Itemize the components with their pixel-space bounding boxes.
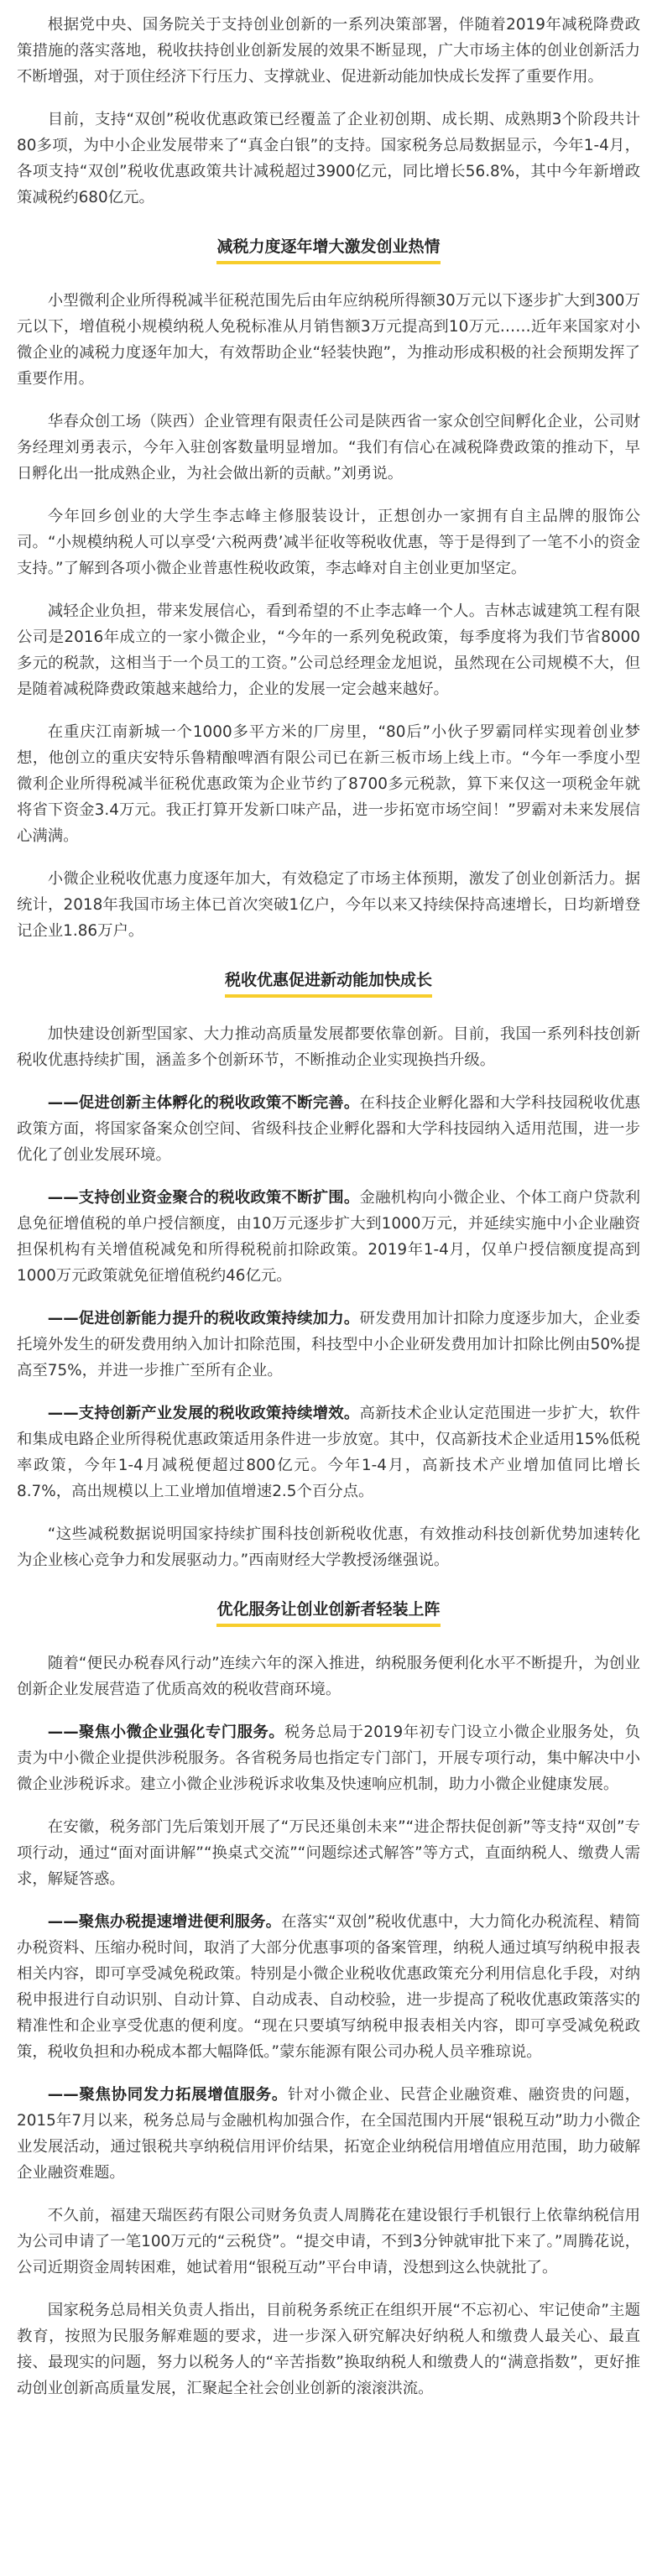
paragraph-text: 减轻企业负担，带来发展信心，看到希望的不止李志峰一个人。吉林志诚建筑工程有限公司是2016年成立的一家小微企业，“今年的一系列免税政策，每季度将为我们节省8000多元的税款，这相当于一个员工的工资。”公司总经理金龙旭说，虽然现在公司规模不大，但是随着减税降费政策越来越给力，企业的发展一定会越来越好。	[17, 602, 640, 698]
intro-paragraph: 目前，支持“双创”税收优惠政策已经覆盖了企业初创期、成长期、成熟期3个阶段共计80多项，为中小企业发展带来了“真金白银”的支持。国家税务总局数据显示，今年1-4月，各项支持“双创”税收优惠政策共计减税超过3900亿元，同比增长56.8%，其中今年新增政策减税约680亿元。	[17, 111, 640, 206]
section-paragraph	[17, 2297, 640, 2401]
section-paragraph	[17, 409, 640, 487]
paragraph-text: “这些减税数据说明国家持续扩围科技创新税收优惠，有效推动科技创新优势加速转化为企业核心竞争力和发展驱动力。”西南财经大学教授汤继强说。	[17, 1525, 640, 1569]
section-paragraph	[17, 1909, 640, 2065]
paragraph-lead: ——支持创新产业发展的税收政策持续增效。	[47, 1405, 360, 1422]
paragraph-text: 研发费用加计扣除力度逐步加大，企业委托境外发生的研发费用纳入加计扣除范围，科技型中小企业研发费用加计扣除比例由50%提高至75%，并进一步推广至所有企业。	[17, 1310, 640, 1379]
section-heading-text: 税收优惠促进新动能加快成长	[225, 971, 432, 998]
paragraph-lead: ——聚焦小微企业强化专门服务。	[47, 1723, 285, 1741]
section-paragraph	[17, 1719, 640, 1797]
section-heading-text: 优化服务让创业创新者轻装上阵	[216, 1600, 440, 1627]
section-paragraph	[17, 1814, 640, 1892]
article-section	[17, 234, 640, 944]
paragraph-lead: ——促进创新主体孵化的税收政策不断完善。	[47, 1094, 360, 1112]
section-paragraph	[17, 2203, 640, 2281]
paragraph-text: 在落实“双创”税收优惠中，大力简化办税流程、精简办税资料、压缩办税时间，取消了大部分优惠事项的备案管理，纳税人通过填写纳税申报表相关内容，即可享受减免税政策。特别是小微企业税收优惠政策充分利用信息化手段，对纳税申报进行自动识别、自动计算、自动成表、自动校验，进一步提高了税收优惠政策落实的精准性和企业享受优惠的便利度。“现在只要填写纳税申报表相关内容，即可享受减免税政策，税收负担和办税成本都大幅降低。”蒙东能源有限公司办税人员辛雅琼说。	[17, 1913, 640, 2061]
section-heading	[17, 1597, 640, 1627]
article-section	[17, 967, 640, 1573]
paragraph-text: 金融机构向小微企业、个体工商户贷款利息免征增值税的单户授信额度，由10万元逐步扩大到1000万元，并延续实施中小企业融资担保机构有关增值税减免和所得税税前扣除政策。2019年1-4月，仅单户授信额度提高到1000万元政策就免征增值税约46亿元。	[17, 1189, 640, 1285]
paragraph-text: 小型微利企业所得税减半征税范围先后由年应纳税所得额30万元以下逐步扩大到300万元以下，增值税小规模纳税人免税标准从月销售额3万元提高到10万元……近年来国家对小微企业的减税力度逐年加大，有效帮助企业“轻装快跑”，为推动形成积极的社会预期发挥了重要作用。	[17, 292, 640, 388]
section-heading	[17, 967, 640, 998]
section-paragraph	[17, 1090, 640, 1168]
paragraph-text: 不久前，福建天瑞医药有限公司财务负责人周腾花在建设银行手机银行上依靠纳税信用为公司申请了一笔100万元的“云税贷”。“提交申请，不到3分钟就审批下来了。”周腾花说，公司近期资金周转困难，她试着用“银税互动”平台申请，没想到这么快就批了。	[17, 2207, 640, 2276]
paragraph-text: 在安徽，税务部门先后策划开展了“万民还巢创未来”“进企帮扶促创新”等支持“双创”专项行动，通过“面对面讲解”“换桌式交流”“问题综述式解答”等方式，直面纳税人、缴费人需求，解疑答惑。	[17, 1818, 640, 1888]
paragraph-text: 随着“便民办税春风行动”连续六年的深入推进，纳税服务便利化水平不断提升，为创业创新企业发展营造了优质高效的税收营商环境。	[17, 1655, 640, 1698]
paragraph-lead: ——聚焦协同发力拓展增值服务。	[47, 2086, 288, 2104]
paragraph-text: 针对小微企业、民营企业融资难、融资贵的问题，2015年7月以来，税务总局与金融机构加强合作，在全国范围内开展“银税互动”助力小微企业发展活动，通过银税共享纳税信用评价结果，拓宽企业纳税信用增值应用范围，助力破解企业融资难题。	[17, 2086, 640, 2182]
paragraph-text: 华春众创工场（陕西）企业管理有限责任公司是陕西省一家众创空间孵化企业，公司财务经理刘勇表示，今年入驻创客数量明显增加。“我们有信心在减税降费政策的推动下，早日孵化出一批成熟企业，为社会做出新的贡献。”刘勇说。	[17, 413, 640, 482]
section-paragraph	[17, 2082, 640, 2186]
section-heading	[17, 234, 640, 264]
section-paragraph	[17, 1306, 640, 1384]
paragraph-text: 今年回乡创业的大学生李志峰主修服装设计，正想创办一家拥有自主品牌的服饰公司。“小规模纳税人可以享受‘六税两费’减半征收等税收优惠，等于是得到了一笔不小的资金支持。”了解到各项小微企业普惠性税收政策，李志峰对自主创业更加坚定。	[17, 508, 640, 577]
section-heading-text: 减税力度逐年增大激发创业热情	[216, 237, 440, 264]
paragraph-lead: ——促进创新能力提升的税收政策持续加力。	[47, 1310, 360, 1327]
section-paragraph	[17, 1185, 640, 1289]
section-paragraph	[17, 866, 640, 944]
section-paragraph	[17, 1521, 640, 1573]
paragraph-text: 在科技企业孵化器和大学科技园税收优惠政策方面，将国家备案众创空间、省级科技企业孵化器和大学科技园纳入适用范围，进一步优化了创业发展环境。	[17, 1094, 640, 1164]
section-paragraph	[17, 1650, 640, 1703]
paragraph-text: 小微企业税收优惠力度逐年加大，有效稳定了市场主体预期，激发了创业创新活力。据统计，2018年我国市场主体已首次突破1亿户，今年以来又持续保持高速增长，日均新增登记企业1.86万户。	[17, 870, 640, 940]
paragraph-lead: ——支持创业资金聚合的税收政策不断扩围。	[47, 1189, 360, 1207]
article-sections	[17, 234, 640, 2401]
section-paragraph	[17, 1021, 640, 1073]
paragraph-text: 加快建设创新型国家、大力推动高质量发展都要依靠创新。目前，我国一系列科技创新税收优惠持续扩围，涵盖多个创新环节，不断推动企业实现换挡升级。	[17, 1025, 640, 1069]
paragraph-text: 国家税务总局相关负责人指出，目前税务系统正在组织开展“不忘初心、牢记使命”主题教育，按照为民服务解难题的要求，进一步深入研究解决好纳税人和缴费人最关心、最直接、最现实的问题，努力以税务人的“辛苦指数”换取纳税人和缴费人的“满意指数”，更好推动创业创新高质量发展，汇聚起全社会创业创新的滚滚洪流。	[17, 2302, 640, 2397]
paragraph-lead: ——聚焦办税提速增进便利服务。	[47, 1913, 282, 1931]
article-section	[17, 1597, 640, 2401]
section-paragraph	[17, 598, 640, 702]
section-paragraph	[17, 1400, 640, 1504]
paragraph-text: 在重庆江南新城一个1000多平方米的厂房里，“80后”小伙子罗霸同样实现着创业梦想，他创立的重庆安特乐鲁精酿啤酒有限公司已在新三板市场上线上市。“今年一季度小型微利企业所得税减半征税优惠政策为企业节约了8700多元税款，算下来仅这一项税金年就将省下资金3.4万元。我正打算开发新口味产品，进一步拓宽市场空间！”罗霸对未来发展信心满满。	[17, 723, 640, 845]
section-paragraph	[17, 288, 640, 392]
section-paragraph	[17, 503, 640, 581]
paragraph-text: 税务总局于2019年初专门设立小微企业服务处，负责为中小微企业提供涉税服务。各省税务局也指定专门部门，开展专项行动，集中解决中小微企业涉税诉求。建立小微企业涉税诉求收集及快速响应机制，助力小微企业健康发展。	[17, 1723, 640, 1793]
intro-paragraph: 根据党中央、国务院关于支持创业创新的一系列决策部署，伴随着2019年减税降费政策措施的落实落地，税收扶持创业创新发展的效果不断显现，广大市场主体的创业创新活力不断增强，对于顶住经济下行压力、支撑就业、促进新动能加快成长发挥了重要作用。	[17, 16, 640, 86]
paragraph-text: 高新技术企业认定范围进一步扩大，软件和集成电路企业所得税优惠政策适用条件进一步放宽。其中，仅高新技术企业适用15%低税率政策，今年1-4月减税便超过800亿元。今年1-4月，高新技术产业增加值同比增长8.7%，高出规模以上工业增加值增速2.5个百分点。	[17, 1405, 640, 1500]
article-intro	[17, 12, 640, 211]
section-paragraph	[17, 719, 640, 849]
